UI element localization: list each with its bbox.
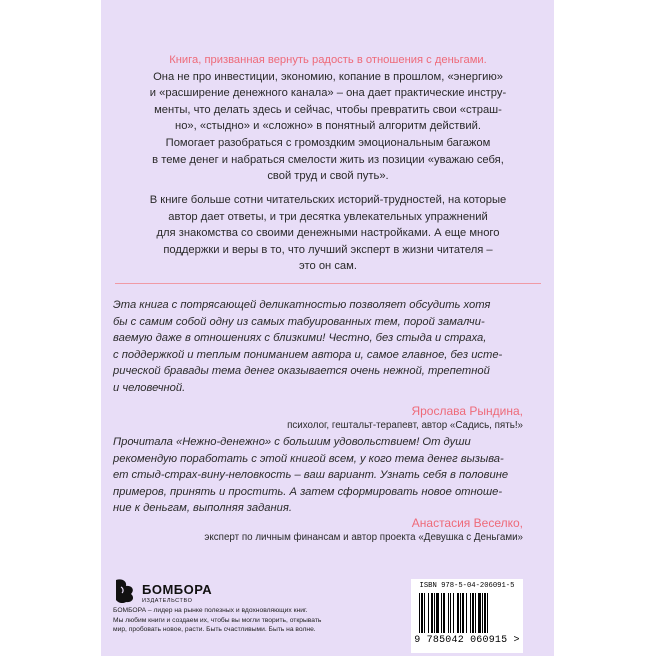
- intro-line: свой труд и свой путь».: [267, 170, 389, 183]
- intro-line: менты, что делать здесь и сейчас, чтобы превратить свои «страш-: [154, 103, 502, 116]
- review-quote-2: [113, 434, 523, 517]
- barcode-digits: 9 785042 060915 >: [414, 635, 520, 646]
- quote-line: ет стыд-страх-вину-неловкость – ваш вариант. Узнать себя в половине: [113, 469, 509, 482]
- intro-line: Помогает разобраться с громоздким эмоциональным багажом: [165, 136, 491, 149]
- review-author-role-1: психолог, гештальт-терапевт, автор «Садись, пять!»: [287, 420, 523, 431]
- intro-line: Она не про инвестиции, экономию, копание в прошлом, «энергию»: [153, 70, 503, 83]
- publisher-blurb: [113, 606, 375, 635]
- bombora-mark-icon: [113, 578, 137, 604]
- quote-line: Прочитала «Нежно-денежно» с большим удовольствием! От души: [113, 436, 471, 448]
- quote-line: примеров, принять и простить. А затем сформировать новое отноше-: [113, 485, 503, 498]
- publisher-line: мир, пробовать новое, расти. Быть счастливыми. Быть на волне.: [113, 626, 316, 634]
- review-author-2: Анастасия Веселко,: [411, 516, 523, 530]
- review-author-1: Ярослава Рындина,: [411, 404, 523, 418]
- publisher-line: Мы любим книги и создаем их, чтобы вы могли творить, открывать: [113, 616, 322, 624]
- quote-line: с поддержкой и теплым пониманием автора и, самое главное, без истe-: [113, 348, 503, 361]
- quote-line: и человечной.: [113, 381, 186, 394]
- review-author-role-2: эксперт по личным финансам и автор проекта «Девушка с Деньгами»: [204, 532, 523, 543]
- paragraph-line: В книге больше сотни читательских историй-трудностей, на которые: [149, 194, 507, 206]
- quote-line: ваемую даже в отношениях с близкими! Честно, без стыда и страха,: [113, 332, 487, 345]
- quote-line: рической бравады тема денег оказывается очень нежной, трепетной: [113, 365, 490, 378]
- section-divider: [115, 283, 541, 284]
- intro-line: но», «стыдно» и «сложно» в понятный алгоритм действий.: [175, 120, 481, 133]
- back-cover: [101, 0, 554, 656]
- intro-paragraph: [115, 52, 541, 185]
- isbn-label: ISBN 978-5-04-206091-5: [419, 582, 515, 590]
- quote-line: рекомендую поработать с этой книгой всем, у кого тема денег вызыва-: [113, 452, 504, 465]
- intro-line: в теме денег и набраться смелости жить из позиции «уважаю себя,: [152, 153, 504, 166]
- intro-line: и «расширение денежного канала» – она дает практические инстру-: [149, 87, 507, 100]
- quote-line: ние к деньгам, выполняя задания.: [113, 502, 292, 515]
- paragraph-line: автор дает ответы, и три десятка увлекательных упражнений: [168, 210, 488, 223]
- paragraph-line: для знакомства со своими денежными настройками. А еще много: [156, 227, 500, 240]
- paragraph-line: это он сам.: [299, 260, 357, 273]
- second-paragraph: [115, 192, 541, 275]
- paragraph-line: поддержки и веры в то, что лучший эксперт в жизни читателя –: [163, 243, 493, 256]
- barcode-icon: [419, 593, 515, 633]
- publisher-logo-subtitle: ИЗДАТЕЛЬСТВО: [142, 598, 193, 604]
- quote-line: Эта книга с потрясающей деликатностью позволяет обсудить хотя: [113, 299, 491, 311]
- quote-line: бы с самим собой одну из самых табуированных тем, порой замалчи-: [113, 315, 485, 328]
- review-quote-1: [113, 297, 523, 397]
- publisher-line: БОМБОРА – лидер на рынке полезных и вдохновляющих книг.: [113, 607, 308, 614]
- publisher-logo-name: БОМБОРА: [142, 582, 213, 597]
- barcode-box: [411, 579, 523, 653]
- intro-lead: Книга, призванная вернуть радость в отношения с деньгами.: [169, 54, 487, 66]
